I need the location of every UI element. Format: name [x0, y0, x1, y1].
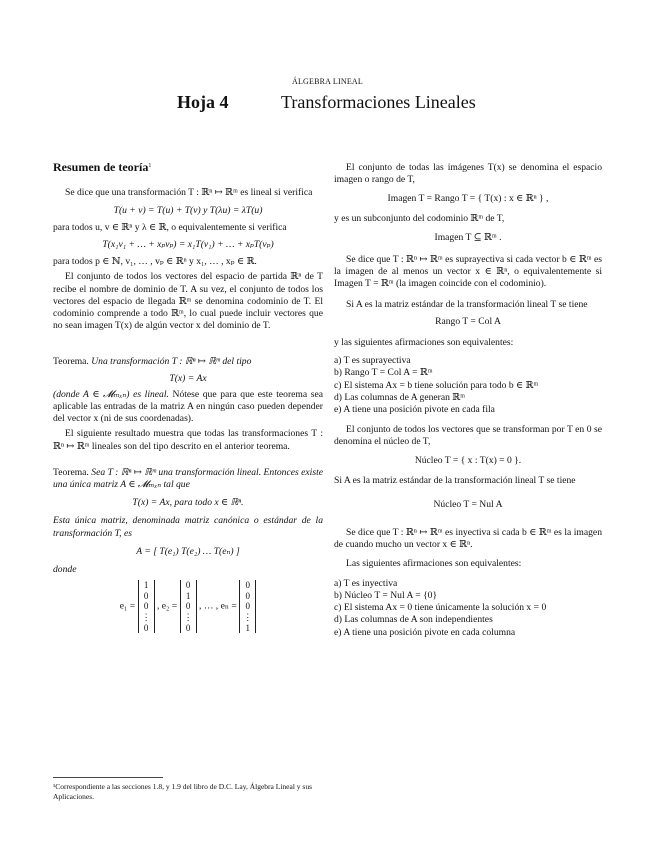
list-item: b) Núcleo T = Nul A = {0} [334, 590, 438, 602]
paragraph-kernel: El conjunto de todos los vectores que se transforman por T en 0 se denomina el núcleo de T, [334, 424, 602, 448]
equation-image-subset: Imagen T ⊆ ℝᵐ . [434, 231, 502, 243]
course-label: ÁLGEBRA LINEAL [291, 77, 363, 86]
theorem-2-text: Sea T : ℝⁿ ↦ ℝᵐ una transformación lineal. Entonces existe una única matriz A ∈ 𝓜ₘₓₙ tal que [53, 466, 323, 491]
equation-unique-matrix: T(x) = Ax, para todo x ∈ ℝⁿ. [132, 497, 244, 509]
list-item: e) A tiene una posición pivote en cada columna [334, 626, 516, 638]
paragraph-for-all-p: para todos p ∈ ℕ, v₁, … , vₚ ∈ ℝⁿ y x₁, … , xₚ ∈ ℝ. [53, 256, 257, 268]
paragraph-image: El conjunto de todas las imágenes T(x) se denomina el espacio imagen o rango de T, [334, 162, 602, 186]
list-item: c) El sistema Ax = 0 tiene únicamente la solución x = 0 [334, 602, 547, 614]
list-item: c) El sistema Ax = b tiene solución para todo b ∈ ℝᵐ [334, 379, 539, 391]
equation-tx-ax: T(x) = Ax [169, 372, 207, 384]
list-item: e) A tiene una posición pivote en cada fila [334, 404, 495, 416]
sheet-topic: Transformaciones Lineales [281, 92, 476, 112]
equation-image-range: Imagen T = Rango T = { T(x) : x ∈ ℝⁿ } , [387, 193, 549, 205]
equation-linearity: T(u + v) = T(u) + T(v) y T(λu) = λT(u) [113, 204, 263, 216]
sheet-number: Hoja 4 [177, 92, 229, 112]
paragraph-equivalent-2: Las siguientes afirmaciones son equivalentes: [346, 557, 522, 569]
footnote-rule [53, 777, 163, 778]
equation-range-col: Rango T = Col A [435, 315, 501, 327]
list-item: a) T es inyectiva [334, 577, 398, 589]
paragraph-injective: Se dice que T : ℝⁿ ↦ ℝᵐ es inyectiva si cada b ∈ ℝᵐ es la imagen de cuando mucho un vector x ∈ ℝⁿ. [334, 527, 602, 551]
surjective-conditions [334, 355, 602, 416]
section-title: Resumen de teoría [53, 160, 149, 175]
paragraph-subset: y es un subconjunto del codominio ℝᵐ de T, [334, 212, 505, 224]
paragraph-for-all: para todos u, v ∈ ℝⁿ y λ ∈ ℝ, o equivalentemente si verifica [53, 221, 287, 233]
list-item: d) Las columnas de A generan ℝᵐ [334, 391, 465, 403]
vector-e1: 1 0 0 ⋮ 0 [138, 580, 155, 633]
paragraph-next-result: El siguiente resultado muestra que todas las transformaciones T : ℝⁿ ↦ ℝᵐ lineales son del tipo descrito en el anterior teorema. [53, 428, 323, 452]
footnote: ¹Correspondiente a las secciones 1.8, y 1.9 del libro de D.C. Lay, Álgebra Lineal y sus Aplicaciones. [53, 782, 312, 801]
theorem-1-label: Teorema. [53, 356, 89, 368]
vector-e2: 0 1 0 ⋮ 0 [180, 580, 197, 633]
paragraph-standard-matrix-range: Si A es la matriz estándar de la transformación lineal T se tiene [346, 298, 588, 310]
basis-vectors [53, 580, 323, 633]
equation-combination: T(x₁v₁ + … + xₚvₚ) = x₁T(v₁) + … + xₚT(vₚ) [102, 239, 274, 250]
left-column [53, 160, 323, 633]
paragraph-domain: El conjunto de todos los vectores del espacio de partida ℝⁿ de T recibe el nombre de dominio de T. A su vez, el conjunto de todos los vectores del espacio de llegada ℝᵐ se denomina codominio de T. El codominio comprende a todo ℝᵐ, lo cual puede incluir vectores que no sean imagen T(x) de algún vector x del dominio de T. [53, 271, 323, 332]
donde-label: donde [53, 564, 77, 576]
e2-label: , e₂ = [156, 600, 178, 612]
equation-kernel: Núcleo T = { x : T(x) = 0 }. [414, 454, 522, 466]
injective-conditions [334, 578, 602, 639]
paragraph-standard-matrix-kernel: Si A es la matriz estándar de la transformación lineal T se tiene [334, 474, 576, 486]
en-label: , … , eₙ = [199, 600, 237, 612]
list-item: a) T es suprayectiva [334, 355, 411, 367]
paragraph-standard-matrix: Esta única matriz, denominada matriz canónica o estándar de la transformación T, es [53, 515, 323, 539]
paragraph-equivalent-1: y las siguientes afirmaciones son equivalentes: [334, 337, 514, 349]
paragraph-linear-def: Se dice que una transformación T : ℝⁿ ↦ ℝᵐ es lineal si verifica [65, 187, 313, 199]
theorem-1-condition: (donde A ∈ 𝓜ₘₓₙ) es lineal. [53, 388, 169, 400]
theorem-1-note: Nótese que para que este teorema sea aplicable las entradas de la matriz A en ningún caso pueden depender del vector x (ni de sus coordenadas). [53, 388, 323, 425]
theorem-2-label: Teorema. [53, 466, 89, 478]
vector-en: 0 0 0 ⋮ 1 [239, 580, 256, 633]
list-item: b) Rango T = Col A = ℝᵐ [334, 367, 433, 379]
e1-label: e₁ = [119, 600, 136, 612]
footnote-mark: 1 [148, 163, 152, 169]
equation-kernel-nul: Núcleo T = Nul A [433, 499, 503, 511]
equation-matrix-columns: A = [ T(e₁) T(e₂) … T(eₙ) ] [136, 545, 240, 557]
right-column [334, 162, 602, 639]
paragraph-surjective: Se dice que T : ℝⁿ ↦ ℝᵐ es suprayectiva si cada vector b ∈ ℝᵐ es la imagen de al menos un vector x ∈ ℝⁿ, o equivalentemente si Imagen T = ℝᵐ (la imagen coincide con el codominio). [334, 254, 602, 290]
theorem-1-text: Una transformación T : ℝⁿ ↦ ℝᵐ del tipo [91, 356, 252, 368]
list-item: d) Las columnas de A son independientes [334, 614, 493, 626]
